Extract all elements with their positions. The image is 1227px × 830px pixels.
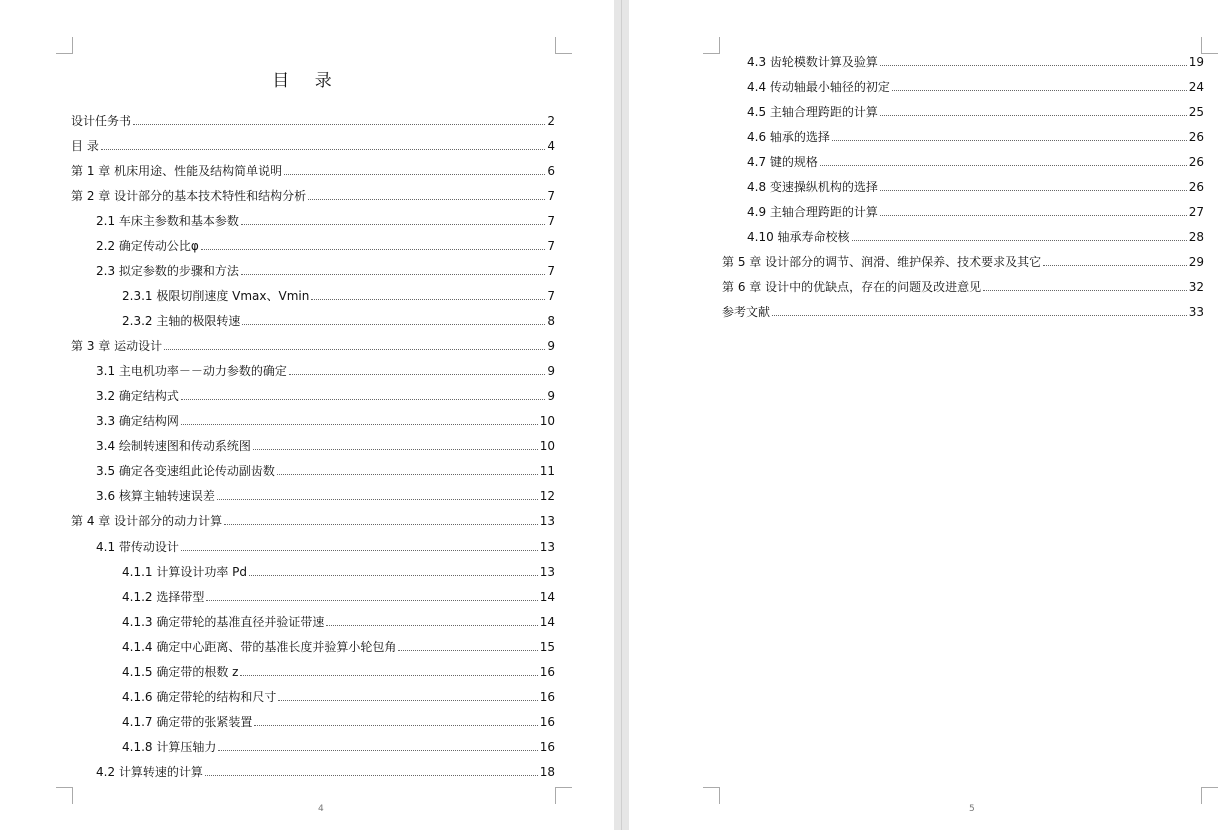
toc-entry-page-number: 27 [1188, 205, 1204, 219]
toc-dot-leader [772, 314, 1187, 316]
toc-entry[interactable] [71, 161, 555, 179]
toc-entry[interactable] [71, 136, 555, 154]
toc-entry[interactable] [71, 111, 555, 129]
toc-entry-page-number: 13 [539, 564, 555, 579]
toc-entry[interactable] [122, 562, 555, 580]
toc-dot-leader [284, 173, 545, 175]
toc-entry[interactable] [747, 227, 1204, 245]
toc-dot-leader [224, 523, 538, 525]
toc-entry-title: 2.3.1 极限切削速度 Vmax、Vmin [122, 289, 310, 304]
toc-entry[interactable] [122, 687, 555, 705]
toc-dot-leader [181, 398, 545, 400]
toc-entry-page-number: 7 [547, 189, 555, 204]
toc-entry-title: 第 3 章 运动设计 [71, 339, 163, 354]
toc-entry-title: 4.6 轴承的选择 [747, 130, 830, 144]
toc-dot-leader [398, 649, 537, 651]
crop-mark-top-left [56, 37, 73, 54]
toc-dot-leader [880, 214, 1187, 216]
toc-entry[interactable] [722, 277, 1204, 295]
toc-entry-page-number: 9 [547, 364, 555, 379]
toc-dot-leader [326, 624, 537, 626]
toc-entry-page-number: 16 [539, 714, 555, 729]
toc-entry-page-number: 6 [547, 164, 555, 179]
toc-entry[interactable] [96, 411, 555, 429]
toc-entry-title: 4.1.6 确定带轮的结构和尺寸 [122, 689, 277, 704]
toc-dot-leader [133, 123, 545, 125]
toc-dot-leader [181, 423, 538, 425]
toc-entry-page-number: 33 [1188, 305, 1204, 319]
toc-entry-title: 3.2 确定结构式 [96, 389, 179, 404]
page-number: 4 [318, 804, 324, 814]
toc-dot-leader [101, 148, 546, 150]
toc-entry[interactable] [96, 461, 555, 479]
toc-entry[interactable] [722, 302, 1204, 320]
toc-entry-title: 2.2 确定传动公比φ [96, 239, 199, 254]
toc-entry[interactable] [96, 762, 555, 780]
toc-entry-page-number: 9 [547, 339, 555, 354]
toc-entry-page-number: 10 [539, 439, 555, 454]
toc-dot-leader [254, 724, 537, 726]
toc-dot-leader [201, 248, 546, 250]
toc-entry-title: 第 5 章 设计部分的调节、润滑、维护保养、技术要求及其它 [722, 255, 1042, 269]
toc-entry-title: 4.4 传动轴最小轴径的初定 [747, 80, 890, 94]
toc-entry-page-number: 19 [1188, 55, 1204, 69]
toc-entry-title: 3.5 确定各变速组此论传动副齿数 [96, 464, 275, 479]
toc-entry-title: 4.9 主轴合理跨距的计算 [747, 205, 878, 219]
toc-dot-leader [253, 448, 538, 450]
toc-dot-leader [218, 749, 537, 751]
toc-dot-leader [277, 473, 538, 475]
toc-entry-page-number: 4 [547, 139, 555, 154]
toc-entry-title: 3.4 绘制转速图和传动系统图 [96, 439, 251, 454]
toc-entry-page-number: 18 [539, 764, 555, 779]
toc-entry[interactable] [122, 286, 555, 304]
toc-entry-page-number: 12 [539, 489, 555, 504]
toc-entry[interactable] [122, 612, 555, 630]
toc-entry-title: 4.1.1 计算设计功率 Pd [122, 564, 248, 579]
toc-entry-page-number: 24 [1188, 80, 1204, 94]
toc-dot-leader [892, 89, 1187, 91]
toc-entry[interactable] [96, 261, 555, 279]
toc-dot-leader [832, 139, 1187, 141]
toc-entry-title: 4.10 轴承寿命校核 [747, 230, 850, 244]
toc-entry-title: 4.1 带传动设计 [96, 539, 179, 554]
toc-dot-leader [880, 64, 1187, 66]
toc-dot-leader [880, 189, 1187, 191]
crop-mark-bottom-right [1201, 787, 1218, 804]
toc-entry-title: 第 1 章 机床用途、性能及结构简单说明 [71, 164, 283, 179]
toc-entry-title: 4.1.4 确定中心距离、带的基准长度并验算小轮包角 [122, 639, 397, 654]
page-number: 5 [969, 804, 975, 814]
toc-entry[interactable] [122, 662, 555, 680]
toc-entry-title: 4.7 键的规格 [747, 155, 818, 169]
toc-entry[interactable] [96, 436, 555, 454]
toc-entry-title: 4.5 主轴合理跨距的计算 [747, 105, 878, 119]
toc-entry[interactable] [747, 52, 1204, 70]
toc-entry-title: 第 6 章 设计中的优缺点，存在的问题及改进意见 [722, 280, 982, 294]
toc-dot-leader [308, 198, 545, 200]
toc-dot-leader [240, 674, 537, 676]
toc-entry-page-number: 10 [539, 414, 555, 429]
toc-entry-title: 2.3 拟定参数的步骤和方法 [96, 264, 239, 279]
toc-entry[interactable] [96, 537, 555, 555]
toc-entry[interactable] [722, 252, 1204, 270]
toc-entry-page-number: 13 [539, 539, 555, 554]
toc-entry[interactable] [71, 186, 555, 204]
toc-entry-title: 参考文献 [722, 305, 771, 319]
toc-entry[interactable] [122, 637, 555, 655]
toc-entry-page-number: 7 [547, 214, 555, 229]
crop-mark-bottom-right [555, 787, 572, 804]
toc-entry[interactable] [122, 587, 555, 605]
toc-title: 目 录 [272, 71, 342, 91]
toc-entry[interactable] [96, 236, 555, 254]
crop-mark-bottom-left [703, 787, 720, 804]
toc-entry-title: 设计任务书 [71, 114, 132, 128]
toc-dot-leader [217, 498, 538, 500]
toc-entry-title: 第 4 章 设计部分的动力计算 [71, 514, 223, 529]
toc-dot-leader [241, 223, 545, 225]
toc-entry-title: 3.3 确定结构网 [96, 414, 179, 429]
toc-entry-title: 第 2 章 设计部分的基本技术特性和结构分析 [71, 189, 307, 204]
toc-entry-page-number: 14 [539, 589, 555, 604]
toc-entry[interactable] [122, 737, 555, 755]
toc-entry-page-number: 16 [539, 664, 555, 679]
toc-entry-page-number: 7 [547, 289, 555, 304]
toc-entry-page-number: 16 [539, 739, 555, 754]
toc-entry[interactable] [747, 127, 1204, 145]
toc-entry-title: 4.1.5 确定带的根数 z [122, 664, 239, 679]
toc-entry[interactable] [96, 361, 555, 379]
toc-entry[interactable] [747, 202, 1204, 220]
toc-entry-page-number: 7 [547, 264, 555, 279]
toc-entry-title: 4.1.2 选择带型 [122, 589, 205, 604]
toc-dot-leader [289, 373, 545, 375]
toc-entry-page-number: 7 [547, 239, 555, 254]
toc-entry-title: 4.1.7 确定带的张紧装置 [122, 714, 253, 729]
toc-entry-page-number: 14 [539, 614, 555, 629]
toc-dot-leader [311, 298, 545, 300]
toc-entry[interactable] [122, 712, 555, 730]
toc-entry-page-number: 8 [547, 314, 555, 329]
toc-entry-page-number: 11 [539, 464, 555, 479]
toc-entry-page-number: 28 [1188, 230, 1204, 244]
toc-dot-leader [205, 774, 538, 776]
toc-dot-leader [181, 549, 538, 551]
toc-entry-title: 目 录 [71, 139, 99, 154]
toc-entry-title: 4.8 变速操纵机构的选择 [747, 180, 878, 194]
toc-dot-leader [206, 599, 537, 601]
toc-dot-leader [880, 114, 1187, 116]
toc-entry[interactable] [96, 211, 555, 229]
toc-dot-leader [249, 574, 538, 576]
toc-entry[interactable] [747, 102, 1204, 120]
toc-entry-page-number: 26 [1188, 180, 1204, 194]
toc-entry-page-number: 13 [539, 514, 555, 529]
toc-entry-page-number: 25 [1188, 105, 1204, 119]
toc-dot-leader [164, 348, 545, 350]
toc-entry[interactable] [71, 511, 555, 529]
document-page-right [629, 0, 1227, 830]
crop-mark-top-left [703, 37, 720, 54]
toc-dot-leader [983, 289, 1187, 291]
crop-mark-top-right [555, 37, 572, 54]
toc-entry[interactable] [71, 336, 555, 354]
toc-entry-title: 4.3 齿轮模数计算及验算 [747, 55, 878, 69]
toc-dot-leader [241, 273, 545, 275]
toc-entry-page-number: 32 [1188, 280, 1204, 294]
toc-entry[interactable] [122, 311, 555, 329]
toc-entry-title: 4.2 计算转速的计算 [96, 764, 203, 779]
toc-entry[interactable] [96, 386, 555, 404]
toc-entry[interactable] [747, 77, 1204, 95]
toc-entry-title: 2.1 车床主参数和基本参数 [96, 214, 239, 229]
toc-entry-page-number: 29 [1188, 255, 1204, 269]
toc-entry-title: 4.1.8 计算压轴力 [122, 739, 217, 754]
toc-dot-leader [242, 323, 545, 325]
toc-entry-title: 4.1.3 确定带轮的基准直径并验证带速 [122, 614, 325, 629]
toc-entry[interactable] [747, 152, 1204, 170]
toc-entry-title: 2.3.2 主轴的极限转速 [122, 314, 241, 329]
toc-entry[interactable] [96, 486, 555, 504]
toc-dot-leader [852, 239, 1187, 241]
toc-entry-page-number: 26 [1188, 130, 1204, 144]
toc-entry-page-number: 16 [539, 689, 555, 704]
toc-dot-leader [1043, 264, 1187, 266]
toc-entry[interactable] [747, 177, 1204, 195]
toc-entry-title: 3.6 核算主轴转速误差 [96, 489, 215, 504]
toc-entry-title: 3.1 主电机功率－－动力参数的确定 [96, 364, 287, 379]
toc-dot-leader [820, 164, 1187, 166]
toc-entry-page-number: 2 [547, 114, 555, 128]
toc-entry-page-number: 26 [1188, 155, 1204, 169]
page-gutter [614, 0, 629, 830]
toc-entry-page-number: 9 [547, 389, 555, 404]
crop-mark-bottom-left [56, 787, 73, 804]
toc-dot-leader [278, 699, 537, 701]
toc-entry-page-number: 15 [539, 639, 555, 654]
